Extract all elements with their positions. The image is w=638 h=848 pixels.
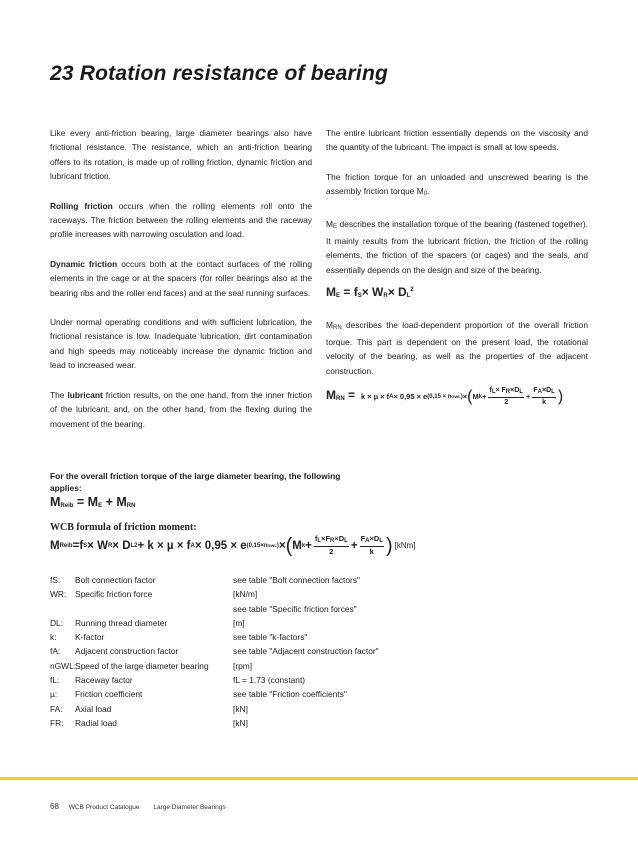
- mrn-fraction-1: $\frac{fL\times FR\times DL}{2}$: [489, 387, 523, 407]
- variable-row: [50, 673, 379, 687]
- variable-sym: k:: [50, 632, 57, 643]
- rolling-friction-paragraph: [50, 199, 312, 242]
- variable-desc: Running thread diameter: [75, 617, 168, 628]
- wcb-formula: M Reib =f S × W R × D L 2 + k × µ × f A × 0,95 × e (0,15×nGWL) × ( M k + $\frac{fL\times FR\times DL}{2}$ + $\frac{FA\times DL}{k}$ ) [kNm]: [50, 534, 416, 557]
- variable-row: [50, 602, 379, 616]
- variable-desc: Friction coefficient: [75, 689, 143, 700]
- variable-sym: fL:: [50, 675, 60, 686]
- dynamic-friction-term: Dynamic friction: [50, 258, 118, 269]
- wcb-fraction-1: $\frac{fL\times FR\times DL}{2}$: [314, 534, 348, 556]
- me-subscript: E: [332, 223, 337, 230]
- variable-desc: Axial load: [75, 703, 112, 714]
- rolling-friction-term: Rolling friction: [50, 200, 113, 211]
- variable-ref: [rpm]: [233, 660, 253, 671]
- variable-desc: Adjacent construction factor: [75, 646, 179, 657]
- lubricant-text: friction results, on the one hand, from the inner friction of the lubricant, and, on the other hand, from the flexing during the movement of the bearing.: [50, 389, 312, 429]
- lubricant-viscosity-paragraph: The entire lubricant friction essentially depends on the viscosity and the quantity of the lubricant. The impact is small at low speeds.: [326, 128, 588, 153]
- variable-row: [50, 659, 379, 673]
- footer-section: Large Diameter Bearings: [153, 804, 226, 811]
- assembly-torque-paragraph: [326, 170, 588, 202]
- variable-row: [50, 616, 379, 630]
- variable-desc: [75, 602, 233, 616]
- lubrication-paragraph: Under normal operating conditions and with sufficient lubrication, the frictional resistance is low. Inadequate lubrication, dirt contamination and high speeds may noticeably increase the dynamic friction and lead to increased wear.: [50, 317, 312, 371]
- left-column: [50, 126, 312, 446]
- footer-catalogue: WCB Product Catalogue: [68, 804, 140, 811]
- dynamic-friction-text: occurs both at the contact surfaces of the rolling elements in the cage or at the spacers (for roller bearings also at the bearing ribs and the roller end faces) and at the seal running surfaces.: [50, 258, 312, 298]
- variable-ref: see table "Adjacent construction factor": [233, 646, 379, 657]
- variable-row: [50, 702, 379, 716]
- variable-ref: see table "k-factors": [233, 632, 308, 643]
- variable-ref: fL = 1.73 (constant): [233, 675, 306, 686]
- mrn-formula-rhs: k × µ × f A × 0,95 × e (0,15 × nGWL) × ( M k + $\frac{fL\times FR\times DL}{2}$ + $\frac{FA\times DL}{k}$ ): [361, 387, 564, 407]
- load-dependent-paragraph: [326, 318, 588, 379]
- variable-row: [50, 573, 379, 587]
- variable-row: [50, 716, 379, 730]
- installation-torque-paragraph: [326, 217, 588, 278]
- variable-legend: [50, 573, 379, 730]
- load-dependent-text: describes the load-dependent proportion of the overall friction torque. This part is dependent on the present load, the rotational velocity of the bearing, as well as the properties of the adjacent construction.: [326, 319, 588, 376]
- intro-paragraph: Like every anti-friction bearing, large diameter bearings also have frictional resistance. The resistance, which an anti-friction bearing offers to its rotation, is made up of rolling friction, dynamic friction and lubricant friction.: [50, 128, 312, 182]
- lubricant-term: lubricant: [67, 389, 103, 400]
- variable-sym: [50, 602, 75, 616]
- variable-desc: Specific friction force: [75, 589, 153, 600]
- variable-row: [50, 687, 379, 701]
- mrn-fraction-2: $\frac{FA\times DL}{k}$: [533, 387, 555, 407]
- variable-sym: fS:: [50, 575, 61, 585]
- lubricant-friction-paragraph: [50, 388, 312, 431]
- variable-ref: see table "Specific friction forces": [233, 603, 357, 614]
- variable-sym: WR:: [50, 589, 67, 600]
- accent-divider: [0, 777, 638, 780]
- variable-ref: see table "Bolt connection factors": [233, 575, 360, 585]
- mrn-symbol: M: [326, 319, 333, 330]
- overall-friction-heading: For the overall friction torque of the large diameter bearing, the following applies:: [50, 471, 341, 493]
- mreib-formula: MReib = ME + MRN: [50, 495, 136, 509]
- variable-sym: nGWL:: [50, 660, 77, 671]
- variable-ref: [kN/m]: [233, 589, 258, 600]
- m0-subscript: 0: [423, 191, 428, 198]
- lubricant-prefix: The: [50, 389, 68, 400]
- variable-desc: K-factor: [75, 632, 105, 643]
- variable-ref: [kN]: [233, 717, 248, 728]
- right-column: [326, 126, 588, 407]
- me-formula: ME = $fS\times WR\times DL^2$: [326, 285, 414, 300]
- variable-desc: Raceway factor: [75, 675, 133, 686]
- variable-desc: Bolt connection factor: [75, 575, 156, 585]
- variable-desc: Speed of the large diameter bearing: [75, 660, 209, 671]
- rolling-friction-text: occurs when the rolling elements roll onto the raceways. The friction between the rolling elements and the raceway profile increases with narrowing osculation and load.: [50, 200, 312, 240]
- variable-desc: Radial load: [75, 717, 117, 728]
- variable-sym: FA:: [50, 703, 63, 714]
- page-number: 68: [50, 802, 59, 811]
- assembly-torque-end: .: [427, 186, 430, 197]
- mrn-subscript: RN: [332, 324, 342, 331]
- variable-row: [50, 644, 379, 658]
- variable-sym: fA:: [50, 646, 61, 657]
- mrn-formula-lhs: MRN =: [326, 387, 356, 402]
- variable-sym: DL:: [50, 617, 64, 628]
- assembly-torque-text: The friction torque for an unloaded and unscrewed bearing is the assembly friction torque M: [326, 171, 588, 197]
- page-footer: [50, 802, 238, 811]
- installation-torque-text: describes the installation torque of the bearing (fastened together). It mainly results from the lubricant friction, the friction of the rolling elements, the friction of the spacers (or cages) and the seals, and essentially depends on the design and size of the bearing.: [326, 218, 588, 275]
- wcb-fraction-2: $\frac{FA\times DL}{k}$: [360, 534, 383, 556]
- me-symbol: M: [326, 218, 333, 229]
- variable-row: [50, 587, 379, 601]
- variable-ref: [m]: [233, 617, 245, 628]
- dynamic-friction-paragraph: [50, 257, 312, 300]
- variable-row: [50, 630, 379, 644]
- variable-ref: see table "Friction coefficients": [233, 689, 347, 700]
- variable-sym: FR:: [50, 717, 64, 728]
- page-title: 23 Rotation resistance of bearing: [50, 62, 389, 85]
- wcb-unit: [kNm]: [394, 541, 416, 550]
- variable-sym: µ:: [50, 689, 58, 700]
- variable-ref: [kN]: [233, 703, 248, 714]
- mrn-formula: [326, 386, 588, 407]
- wcb-formula-heading: WCB formula of friction moment:: [50, 522, 197, 533]
